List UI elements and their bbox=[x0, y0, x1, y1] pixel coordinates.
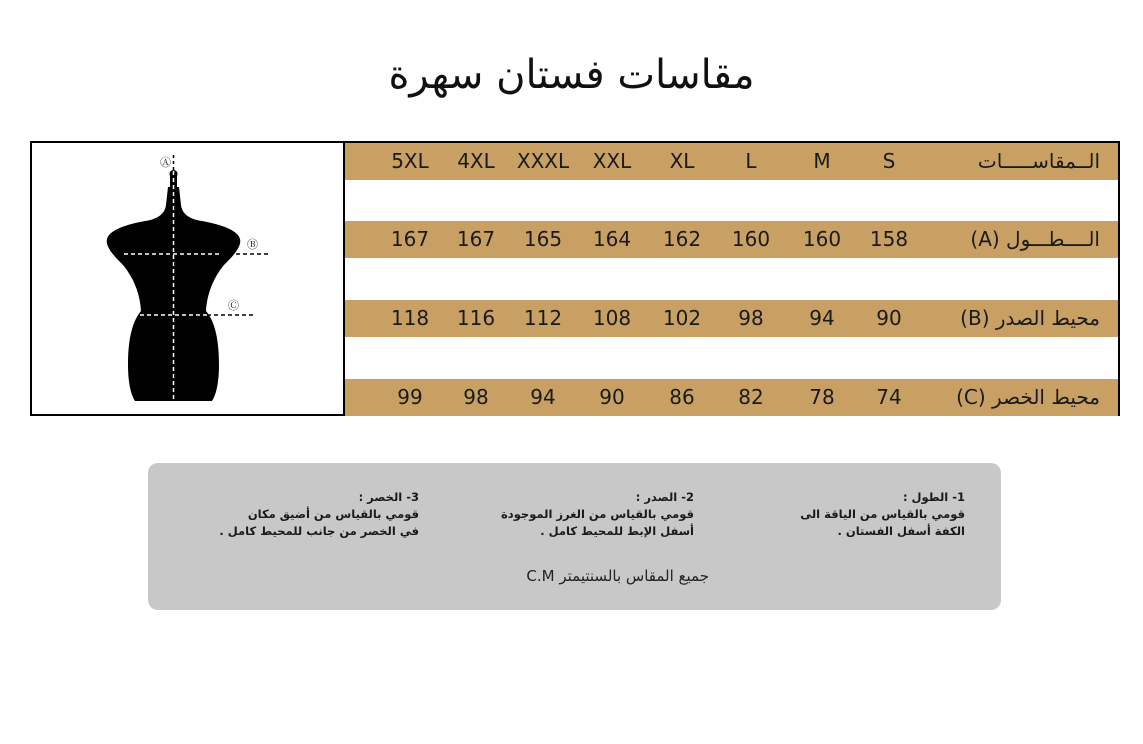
bust-cell: 98 bbox=[738, 306, 764, 330]
bust-cell: 108 bbox=[592, 306, 632, 330]
length-cell: 162 bbox=[662, 227, 702, 251]
waist-cell: 94 bbox=[530, 385, 556, 409]
size-header-label: الــمقاســـــات bbox=[977, 149, 1100, 173]
waist-cell: 78 bbox=[809, 385, 835, 409]
length-cell: 160 bbox=[802, 227, 842, 251]
bust-cell: 112 bbox=[523, 306, 563, 330]
waist-note-line: في الخصر من جانب للمحيط كامل . bbox=[219, 524, 419, 538]
marker-a: Ⓐ bbox=[160, 156, 171, 169]
bust-note-title: 2- الصدر : bbox=[635, 490, 694, 504]
waist-note bbox=[219, 489, 419, 540]
marker-c: Ⓒ bbox=[228, 299, 239, 312]
waist-cell: 90 bbox=[599, 385, 625, 409]
units-footnote: جميع المقاس بالسنتيمتر C.M bbox=[526, 567, 709, 585]
size-header-cell: XXXL bbox=[516, 149, 570, 173]
length-cell: 160 bbox=[731, 227, 771, 251]
bust-cell: 94 bbox=[809, 306, 835, 330]
length-cell: 158 bbox=[869, 227, 909, 251]
waist-cell: 99 bbox=[397, 385, 423, 409]
waist-note-title: 3- الخصر : bbox=[358, 490, 419, 504]
size-header-cell: M bbox=[813, 149, 831, 173]
size-table bbox=[345, 143, 1118, 414]
length-row bbox=[345, 221, 1118, 258]
bust-cell: 118 bbox=[390, 306, 430, 330]
bust-label: محيط الصدر (B) bbox=[960, 306, 1100, 330]
size-header-cell: 4XL bbox=[457, 149, 495, 173]
length-note-title: 1- الطول : bbox=[902, 490, 965, 504]
length-label: الــــطـــول (A) bbox=[970, 227, 1100, 251]
bust-note bbox=[501, 489, 694, 540]
length-note bbox=[800, 489, 965, 540]
measurement-instructions bbox=[148, 463, 1001, 610]
bust-cell: 90 bbox=[876, 306, 902, 330]
waist-note-line: قومي بالقياس من أضيق مكان bbox=[247, 507, 419, 521]
bust-row bbox=[345, 300, 1118, 337]
length-cell: 165 bbox=[523, 227, 563, 251]
length-cell: 164 bbox=[592, 227, 632, 251]
bust-cell: 116 bbox=[456, 306, 496, 330]
waist-cell: 82 bbox=[738, 385, 764, 409]
waist-cell: 98 bbox=[463, 385, 489, 409]
page-title: مقاسات فستان سهرة bbox=[388, 52, 755, 98]
waist-cell: 86 bbox=[669, 385, 695, 409]
length-cell: 167 bbox=[456, 227, 496, 251]
waist-label: محيط الخصر (C) bbox=[956, 385, 1100, 409]
size-header-cell: 5XL bbox=[391, 149, 429, 173]
size-header-cell: XXL bbox=[592, 149, 632, 173]
size-header-row bbox=[345, 143, 1118, 180]
bust-note-line: قومي بالقياس من الغرز الموجودة bbox=[501, 507, 694, 521]
mannequin-icon bbox=[32, 143, 343, 414]
size-header-cell: XL bbox=[669, 149, 695, 173]
size-chart bbox=[30, 141, 1120, 416]
bust-cell: 102 bbox=[662, 306, 702, 330]
mannequin-panel bbox=[32, 143, 345, 414]
marker-b: Ⓑ bbox=[247, 238, 258, 251]
size-header-cell: L bbox=[745, 149, 757, 173]
waist-row bbox=[345, 379, 1118, 416]
length-cell: 167 bbox=[390, 227, 430, 251]
size-header-cell: S bbox=[882, 149, 896, 173]
length-note-line: الكفة أسفل الفستان . bbox=[837, 524, 965, 538]
waist-cell: 74 bbox=[876, 385, 902, 409]
bust-note-line: أسفل الإبط للمحيط كامل . bbox=[540, 524, 694, 538]
length-note-line: قومي بالقياس من الياقة الى bbox=[800, 507, 965, 521]
